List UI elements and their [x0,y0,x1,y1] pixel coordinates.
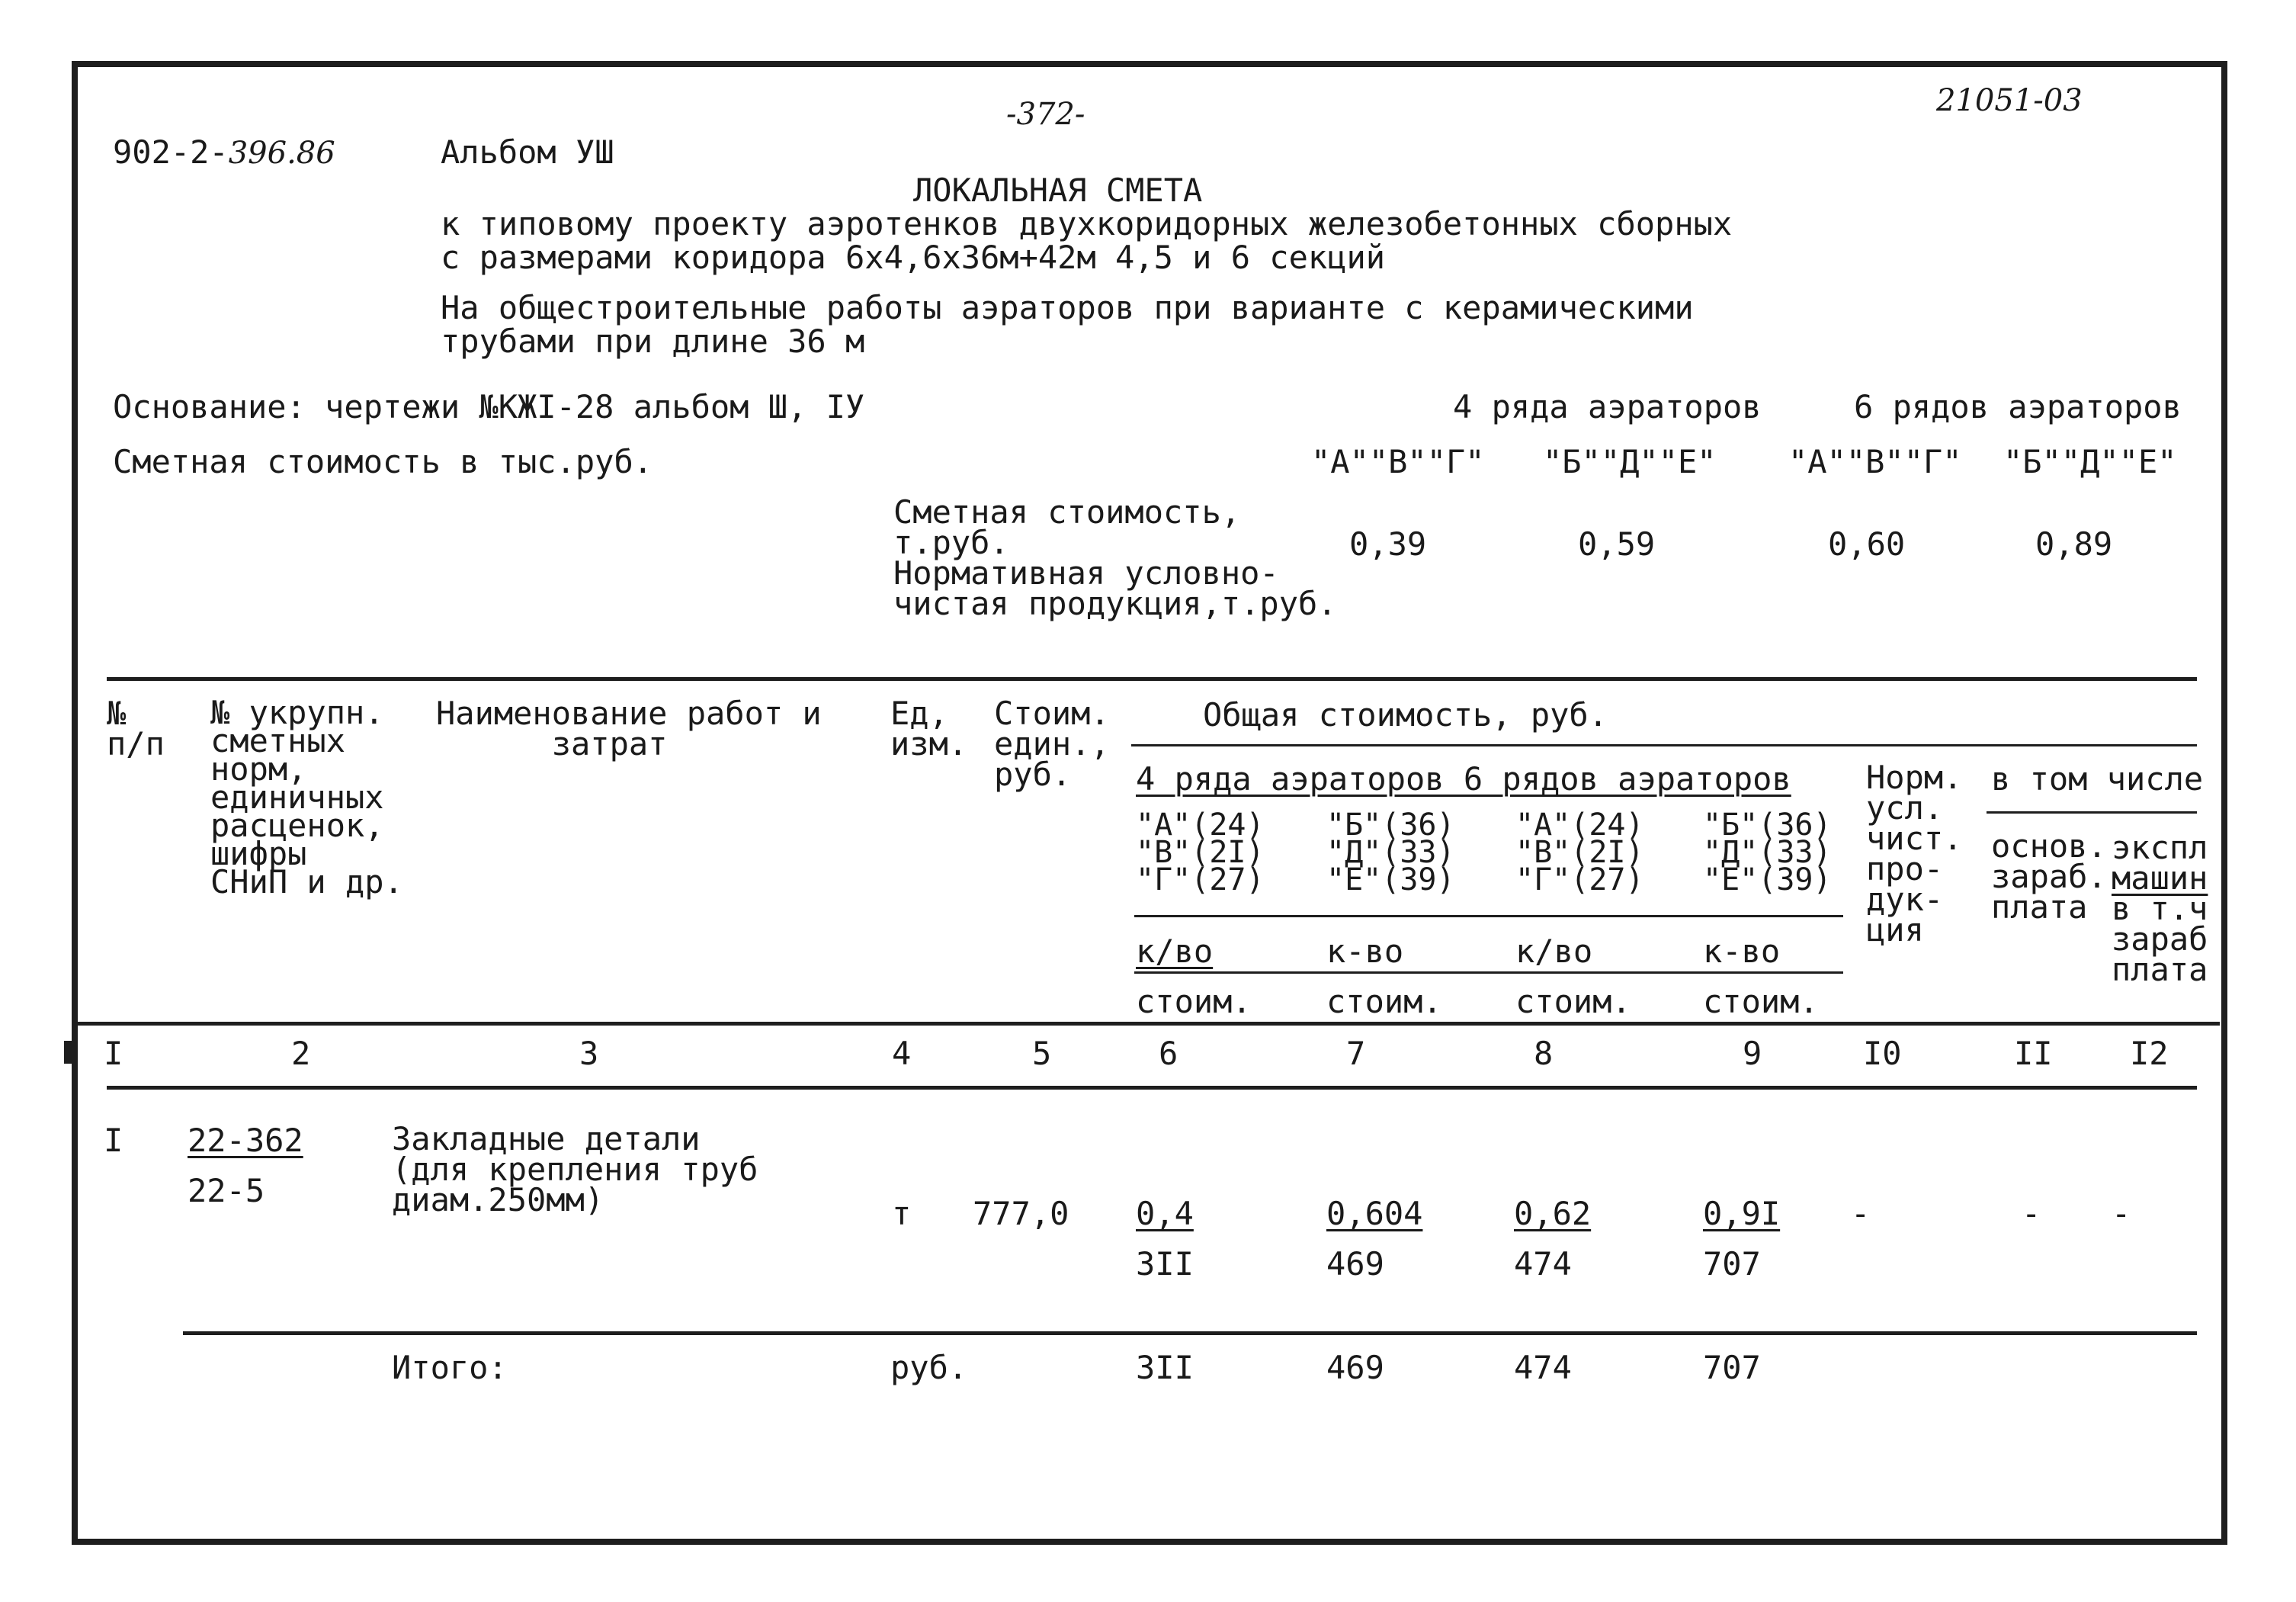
doc-code: 902-2-396.86 [113,133,335,171]
subtitle-line-1: На общестроительные работы аэраторов при варианте с керамическими [441,289,1694,326]
value-col11: - [2022,1195,2041,1232]
colnum-2: 2 [291,1035,311,1072]
qty-rule [1134,971,1843,974]
title-line-2: к типовому проекту аэротенков двухкоридорных железобетонных сборных [441,205,1733,242]
header-machine-use: экспл [2112,829,2208,866]
colnum-11: II [2014,1035,2053,1072]
basis-col-head-4: "Б""Д""Е" [2003,443,2177,480]
colnum-5: 5 [1032,1035,1052,1072]
column-numbers-top-rule [76,1022,2220,1026]
header-work-name: Наименование работ и затрат [436,695,822,762]
unit-cost: 777,0 [973,1195,1069,1232]
cost-value-3: 0,60 [1828,525,1906,563]
document-number: 21051-03 [1936,83,2083,118]
header-col9-variants: "Б"(36) "Д"(33) "Е"(39) [1703,807,1832,897]
colnum-1: I [104,1035,123,1072]
colnum-10: I0 [1863,1035,1902,1072]
colnum-9: 9 [1743,1035,1762,1072]
qty-col8: 0,62 [1514,1195,1592,1232]
value-col12: - [2112,1195,2131,1232]
header-normative-product: Норм. усл. чист. про- дук- ция [1866,759,1963,949]
table-top-rule [107,677,2197,681]
qty-col9: 0,9I [1703,1195,1781,1232]
header-norm-code: № укрупн. сметных норм, единичных расценок, шифры СНиП и др. [210,694,403,901]
header-cost-8: стоим. [1515,983,1631,1020]
norm-code-bottom: 22-5 [188,1172,265,1209]
header-col6-variants: "А"(24) "В"(2I) "Г"(27) [1136,807,1265,897]
colnum-3: 3 [579,1035,599,1072]
total-col9: 707 [1703,1349,1761,1386]
header-total-cost: Общая стоимость, руб. [1203,696,1608,734]
variants-rule [1134,915,1843,917]
basis-col-head-1: "А""В""Г" [1311,443,1485,480]
column-numbers-bottom-rule [107,1086,2197,1090]
colnum-6: 6 [1159,1035,1178,1072]
cost-col6: 3II [1136,1245,1194,1283]
cost-value-4: 0,89 [2035,525,2113,563]
header-qty-9: к-во [1703,933,1781,970]
qty-col6: 0,4 [1136,1195,1194,1232]
total-rule [183,1331,2197,1335]
unit: т [892,1195,912,1232]
cost-value-2: 0,59 [1578,525,1656,563]
total-col6: 3II [1136,1349,1194,1386]
value-col10: - [1851,1195,1871,1232]
page-mark: -372- [1006,97,1085,132]
header-cost-6: стоим. [1136,983,1252,1020]
header-machine-label: машин [2112,859,2208,897]
header-unit-cost: Стоим. един., руб. [994,695,1110,793]
cost-col8: 474 [1514,1245,1572,1283]
row-number: I [104,1122,123,1159]
group-6-rows-label: 6 рядов аэраторов [1854,388,2182,425]
album-label: Альбом УШ [441,133,614,171]
qty-col7: 0,604 [1326,1195,1423,1232]
work-name: Закладные детали (для крепления труб диам.250мм) [392,1120,758,1218]
cost-col7: 469 [1326,1245,1384,1283]
norm-code-top: 22-362 [188,1122,303,1159]
total-unit: руб. [890,1349,968,1386]
colnum-8: 8 [1534,1035,1554,1072]
total-col8: 474 [1514,1349,1572,1386]
cost-col9: 707 [1703,1245,1761,1283]
colnum-7: 7 [1346,1035,1366,1072]
total-cost-rule [1131,744,2197,746]
header-qty-8: к/во [1515,933,1593,970]
basis-text: Основание: чертежи №КЖI-28 альбом Ш, IУ [113,388,865,425]
header-aerator-groups: 4 ряда аэраторов 6 рядов аэраторов [1136,760,1791,798]
basis-col-head-3: "А""В""Г" [1788,443,1962,480]
cost-unit-label: Сметная стоимость в тыс.руб. [113,443,653,480]
header-qty-7: к-во [1326,933,1404,970]
margin-mark [64,1041,76,1064]
header-base-wage: основ. зараб. плата [1991,827,2107,926]
group-4-rows-label: 4 ряда аэраторов [1453,388,1762,425]
including-rule [1987,811,2197,814]
cost-value-1: 0,39 [1349,525,1427,563]
header-cost-9: стоим. [1703,983,1819,1020]
total-label: Итого: [392,1349,508,1386]
basis-col-head-2: "Б""Д""Е" [1543,443,1717,480]
document-title: ЛОКАЛЬНАЯ СМЕТА [913,172,1203,209]
colnum-12: I2 [2130,1035,2169,1072]
title-line-3: с размерами коридора 6х4,6х36м+42м 4,5 и 6 секций [441,239,1386,276]
header-right-edge [2223,755,2225,1014]
header-col7-variants: "Б"(36) "Д"(33) "Е"(39) [1326,807,1455,897]
header-unit: Ед, изм. [890,695,968,762]
colnum-4: 4 [892,1035,912,1072]
header-row-number: № п/п [107,695,165,762]
total-col7: 469 [1326,1349,1384,1386]
header-cost-7: стоим. [1326,983,1442,1020]
header-qty-6: к/во [1136,933,1214,970]
subtitle-line-2: трубами при длине 36 м [441,323,865,360]
header-including: в том числе [1991,760,2204,798]
header-machine-wage: в т.ч зараб плата [2112,890,2208,988]
cost-label: Сметная стоимость, т.руб. Нормативная условно- чистая продукция,т.руб. [893,493,1337,622]
header-col8-variants: "А"(24) "В"(2I) "Г"(27) [1515,807,1644,897]
